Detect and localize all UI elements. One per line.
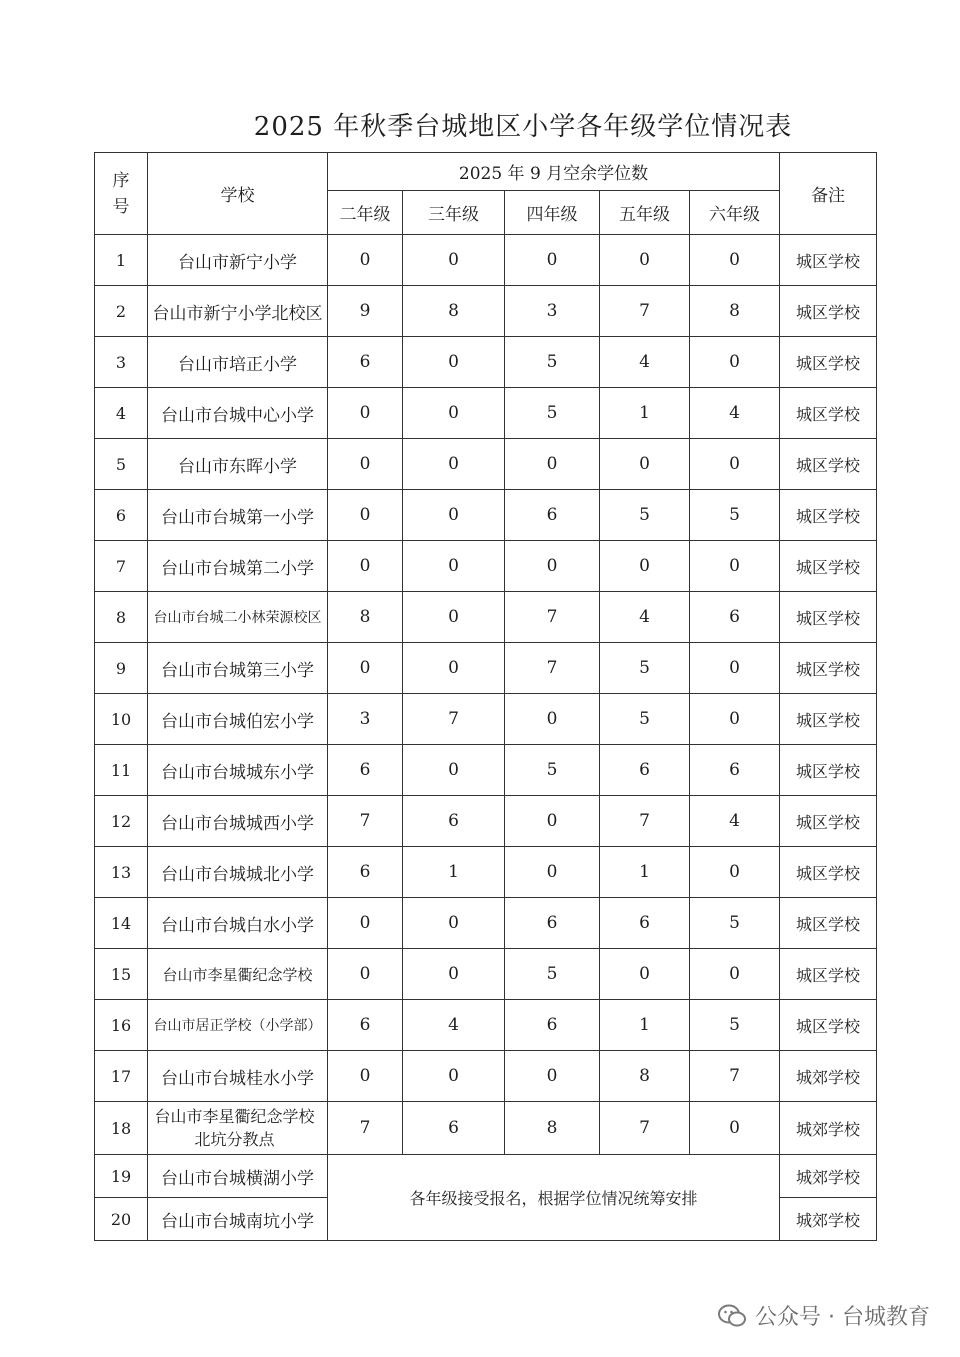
row-vacancy-g5: 0 [600,235,690,286]
row-vacancy-g5: 6 [600,745,690,796]
table-row [95,1155,877,1198]
row-vacancy-g2: 0 [328,541,403,592]
row-vacancy-g4: 5 [505,388,600,439]
row-seq: 7 [95,541,148,592]
row-vacancy-g4: 0 [505,541,600,592]
row-school: 台山市台城二小林荣源校区 [148,592,328,643]
row-vacancy-g5: 5 [600,643,690,694]
table-body [95,235,877,1241]
table-row [95,898,877,949]
table-row [95,439,877,490]
row-note: 城区学校 [780,388,877,439]
row-school: 台山市台城中心小学 [148,388,328,439]
row-vacancy-g2: 0 [328,898,403,949]
row-vacancy-g6: 7 [690,1051,780,1102]
row-vacancy-g3: 8 [403,286,505,337]
row-school: 台山市新宁小学北校区 [148,286,328,337]
row-vacancy-g4: 8 [505,1102,600,1155]
row-vacancy-g4: 6 [505,898,600,949]
header-note: 备注 [780,153,877,235]
row-note: 城区学校 [780,439,877,490]
row-vacancy-g2: 3 [328,694,403,745]
table-row [95,847,877,898]
vacancy-table [94,152,877,1241]
header-school: 学校 [148,153,328,235]
row-seq: 3 [95,337,148,388]
row-seq: 13 [95,847,148,898]
merged-enrollment-note: 各年级接受报名，根据学位情况统筹安排 [328,1155,780,1241]
row-vacancy-g2: 0 [328,949,403,1000]
row-seq: 16 [95,1000,148,1051]
table-row [95,796,877,847]
row-vacancy-g2: 7 [328,1102,403,1155]
row-vacancy-g3: 0 [403,490,505,541]
table-row [95,541,877,592]
row-seq: 18 [95,1102,148,1155]
row-note: 城区学校 [780,643,877,694]
row-note: 城区学校 [780,949,877,1000]
row-vacancy-g5: 0 [600,541,690,592]
row-vacancy-g6: 8 [690,286,780,337]
row-vacancy-g3: 0 [403,1051,505,1102]
row-school: 台山市台城城东小学 [148,745,328,796]
header-grade-3: 三年级 [403,191,505,235]
table-row [95,592,877,643]
row-vacancy-g6: 0 [690,439,780,490]
row-note: 城区学校 [780,592,877,643]
row-vacancy-g4: 0 [505,235,600,286]
row-vacancy-g3: 4 [403,1000,505,1051]
table-row [95,490,877,541]
row-note: 城区学校 [780,694,877,745]
row-vacancy-g3: 0 [403,235,505,286]
row-vacancy-g4: 0 [505,439,600,490]
row-vacancy-g6: 0 [690,949,780,1000]
row-vacancy-g4: 7 [505,592,600,643]
row-vacancy-g5: 0 [600,949,690,1000]
row-vacancy-g3: 0 [403,592,505,643]
row-vacancy-g6: 0 [690,1102,780,1155]
header-grade-5: 五年级 [600,191,690,235]
row-vacancy-g5: 7 [600,286,690,337]
table-row [95,1102,877,1155]
row-vacancy-g4: 5 [505,745,600,796]
row-vacancy-g6: 5 [690,1000,780,1051]
row-school: 台山市台城城北小学 [148,847,328,898]
row-vacancy-g6: 5 [690,490,780,541]
row-school: 台山市东晖小学 [148,439,328,490]
row-note: 城区学校 [780,1000,877,1051]
row-vacancy-g5: 1 [600,388,690,439]
row-vacancy-g4: 3 [505,286,600,337]
row-seq: 8 [95,592,148,643]
row-vacancy-g5: 1 [600,1000,690,1051]
row-note: 城区学校 [780,541,877,592]
watermark-text: 公众号 · 台城教育 [755,1305,930,1330]
row-note: 城区学校 [780,337,877,388]
page-title: 2025 年秋季台城地区小学各年级学位情况表 [253,112,793,142]
table-row [95,235,877,286]
row-vacancy-g2: 0 [328,490,403,541]
row-note: 城区学校 [780,745,877,796]
table-row [95,745,877,796]
row-vacancy-g2: 7 [328,796,403,847]
row-vacancy-g4: 6 [505,1000,600,1051]
table-row [95,694,877,745]
row-vacancy-g5: 4 [600,337,690,388]
row-seq: 14 [95,898,148,949]
row-seq: 9 [95,643,148,694]
row-vacancy-g2: 6 [328,1000,403,1051]
row-note: 城区学校 [780,490,877,541]
header-grade-4: 四年级 [505,191,600,235]
row-vacancy-g3: 6 [403,796,505,847]
row-note: 城郊学校 [780,1198,877,1241]
row-vacancy-g6: 0 [690,643,780,694]
row-school: 台山市台城伯宏小学 [148,694,328,745]
row-note: 城区学校 [780,847,877,898]
row-vacancy-g5: 5 [600,694,690,745]
header-grade-6: 六年级 [690,191,780,235]
header-grade-2: 二年级 [328,191,403,235]
row-vacancy-g4: 0 [505,694,600,745]
row-vacancy-g3: 0 [403,439,505,490]
header-vacancy-group: 2025 年 9 月空余学位数 [328,153,780,191]
row-school: 台山市居正学校（小学部） [148,1000,328,1051]
row-school: 台山市台城桂水小学 [148,1051,328,1102]
row-vacancy-g5: 0 [600,439,690,490]
row-vacancy-g5: 1 [600,847,690,898]
row-school: 台山市台城第三小学 [148,643,328,694]
row-seq: 15 [95,949,148,1000]
row-vacancy-g3: 6 [403,1102,505,1155]
row-seq: 2 [95,286,148,337]
row-vacancy-g6: 4 [690,388,780,439]
row-school: 台山市李星衢纪念学校 [148,949,328,1000]
row-vacancy-g2: 0 [328,235,403,286]
row-school: 台山市台城南坑小学 [148,1198,328,1241]
row-vacancy-g6: 6 [690,592,780,643]
row-vacancy-g4: 5 [505,337,600,388]
row-vacancy-g6: 5 [690,898,780,949]
row-vacancy-g3: 0 [403,745,505,796]
row-vacancy-g2: 6 [328,847,403,898]
row-vacancy-g3: 0 [403,643,505,694]
row-note: 城区学校 [780,796,877,847]
row-vacancy-g5: 5 [600,490,690,541]
row-vacancy-g5: 8 [600,1051,690,1102]
row-vacancy-g4: 7 [505,643,600,694]
row-seq: 4 [95,388,148,439]
row-seq: 5 [95,439,148,490]
row-vacancy-g2: 9 [328,286,403,337]
row-vacancy-g2: 0 [328,643,403,694]
row-seq: 10 [95,694,148,745]
row-note: 城区学校 [780,286,877,337]
row-vacancy-g6: 0 [690,694,780,745]
row-vacancy-g3: 0 [403,541,505,592]
row-vacancy-g6: 0 [690,847,780,898]
row-vacancy-g4: 0 [505,796,600,847]
row-school: 台山市台城横湖小学 [148,1155,328,1198]
row-vacancy-g2: 6 [328,745,403,796]
row-vacancy-g2: 0 [328,1051,403,1102]
row-school: 台山市台城第二小学 [148,541,328,592]
row-note: 城郊学校 [780,1155,877,1198]
row-vacancy-g6: 6 [690,745,780,796]
row-school: 台山市台城第一小学 [148,490,328,541]
table-row [95,388,877,439]
row-vacancy-g3: 0 [403,898,505,949]
row-note: 城区学校 [780,235,877,286]
row-seq: 17 [95,1051,148,1102]
row-vacancy-g3: 7 [403,694,505,745]
row-vacancy-g6: 0 [690,541,780,592]
row-note: 城郊学校 [780,1051,877,1102]
row-school: 台山市台城白水小学 [148,898,328,949]
wechat-icon [717,1303,747,1329]
table-row [95,643,877,694]
row-vacancy-g2: 0 [328,439,403,490]
row-vacancy-g5: 4 [600,592,690,643]
row-vacancy-g4: 0 [505,1051,600,1102]
row-school: 台山市培正小学 [148,337,328,388]
row-seq: 11 [95,745,148,796]
row-vacancy-g2: 8 [328,592,403,643]
row-seq: 6 [95,490,148,541]
row-vacancy-g3: 0 [403,949,505,1000]
row-vacancy-g4: 5 [505,949,600,1000]
header-seq: 序 号 [95,153,148,235]
row-seq: 1 [95,235,148,286]
row-note: 城区学校 [780,898,877,949]
row-seq: 19 [95,1155,148,1198]
watermark [717,1300,930,1331]
table-row [95,949,877,1000]
table-header [95,153,877,235]
row-vacancy-g5: 6 [600,898,690,949]
row-vacancy-g3: 1 [403,847,505,898]
table-row [95,1051,877,1102]
row-school: 台山市台城城西小学 [148,796,328,847]
row-vacancy-g3: 0 [403,388,505,439]
row-vacancy-g5: 7 [600,796,690,847]
row-school: 台山市李星衢纪念学校北坑分教点 [148,1102,328,1155]
row-vacancy-g5: 7 [600,1102,690,1155]
row-seq: 12 [95,796,148,847]
row-vacancy-g4: 6 [505,490,600,541]
table-row [95,286,877,337]
table-row [95,337,877,388]
row-vacancy-g2: 6 [328,337,403,388]
row-vacancy-g2: 0 [328,388,403,439]
row-school: 台山市新宁小学 [148,235,328,286]
row-vacancy-g6: 0 [690,235,780,286]
row-note: 城郊学校 [780,1102,877,1155]
row-vacancy-g6: 4 [690,796,780,847]
row-vacancy-g3: 0 [403,337,505,388]
row-seq: 20 [95,1198,148,1241]
row-vacancy-g4: 0 [505,847,600,898]
table-row [95,1000,877,1051]
row-vacancy-g6: 0 [690,337,780,388]
